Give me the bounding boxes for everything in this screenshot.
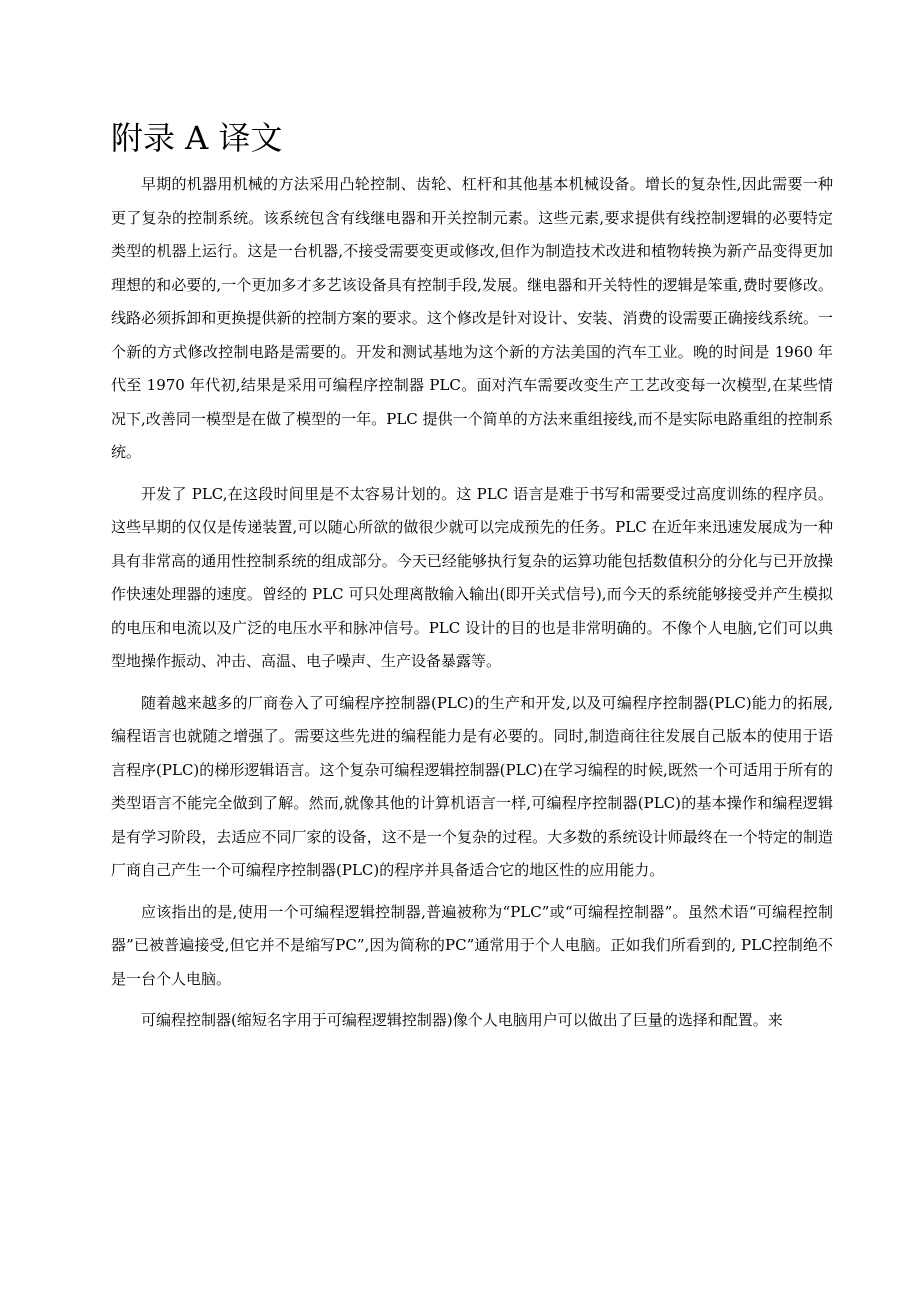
paragraph: 应该指出的是,使用一个可编程逻辑控制器,普遍被称为“PLC”或“可编程控制器”。虽然术语“可编程控制器”已被普遍接受,但它并不是缩写PC”,因为简称的PC”通常用于个人电脑。正如我们所看到的, PLC控制绝不是一台个人电脑。 (111, 902, 833, 988)
paragraph: 可编程控制器(缩短名字用于可编程逻辑控制器)像个人电脑用户可以做出了巨量的选择和配置。来 (141, 1011, 783, 1029)
paragraph: 早期的机器用机械的方法采用凸轮控制、齿轮、杠杆和其他基本机械设备。增长的复杂性,因此需要一种更了复杂的控制系统。该系统包含有线继电器和开关控制元素。这些元素,要求提供有线控制逻辑的必要特定类型的机器上运行。这是一台机器,不接受需要变更或修改,但作为制造技术改进和植物转换为新产品变得更加理想的和必要的,一个更加多才多艺该设备具有控制手段,发展。继电器和开关特性的逻辑是笨重,费时要修改。线路必须拆卸和更换提供新的控制方案的要求。这个修改是针对设计、安装、消费的设需要正确接线系统。一个新的方式修改控制电路是需要的。开发和测试基地为这个新的方法美国的汽车工业。晚的时间是 1960 年代至 1970 年代初,结果是采用可编程序控制器 PLC。面对汽车需要改变生产工艺改变每一次模型,在某些情况下,改善同一模型是在做了模型的一年。PLC 提供一个简单的方法来重组接线,而不是实际电路重组的控制系统。 (111, 175, 833, 461)
page-title: 附录 A 译文 (111, 119, 283, 157)
body-text (111, 168, 833, 1046)
paragraph: 开发了 PLC,在这段时间里是不太容易计划的。这 PLC 语言是难于书写和需要受过高度训练的程序员。这些早期的仅仅是传递装置,可以随心所欲的做很少就可以完成预先的任务。PLC 在近年来迅速发展成为一种具有非常高的通用性控制系统的组成部分。今天已经能够执行复杂的运算功能包括数值积分的分化与已开放操作快速处理器的速度。曾经的 PLC 可只处理离散输入输出(即开关式信号),而今天的系统能够接受并产生模拟的电压和电流以及广泛的电压水平和脉冲信号。PLC 设计的目的也是非常明确的。不像个人电脑,它们可以典型地操作振动、冲击、高温、电子噪声、生产设备暴露等。 (111, 484, 833, 670)
paragraph: 随着越来越多的厂商卷入了可编程序控制器(PLC)的生产和开发,以及可编程序控制器(PLC)能力的拓展,编程语言也就随之增强了。需要这些先进的编程能力是有必要的。同时,制造商往往发展自己版本的使用于语言程序(PLC)的梯形逻辑语言。这个复杂可编程逻辑控制器(PLC)在学习编程的时候,既然一个可适用于所有的类型语言不能完全做到了解。然而,就像其他的计算机语言一样,可编程序控制器(PLC)的基本操作和编程逻辑是有学习阶段，去适应不同厂家的设备，这不是一个复杂的过程。大多数的系统设计师最终在一个特定的制造厂商自己产生一个可编程序控制器(PLC)的程序并具备适合它的地区性的应用能力。 (111, 693, 833, 879)
